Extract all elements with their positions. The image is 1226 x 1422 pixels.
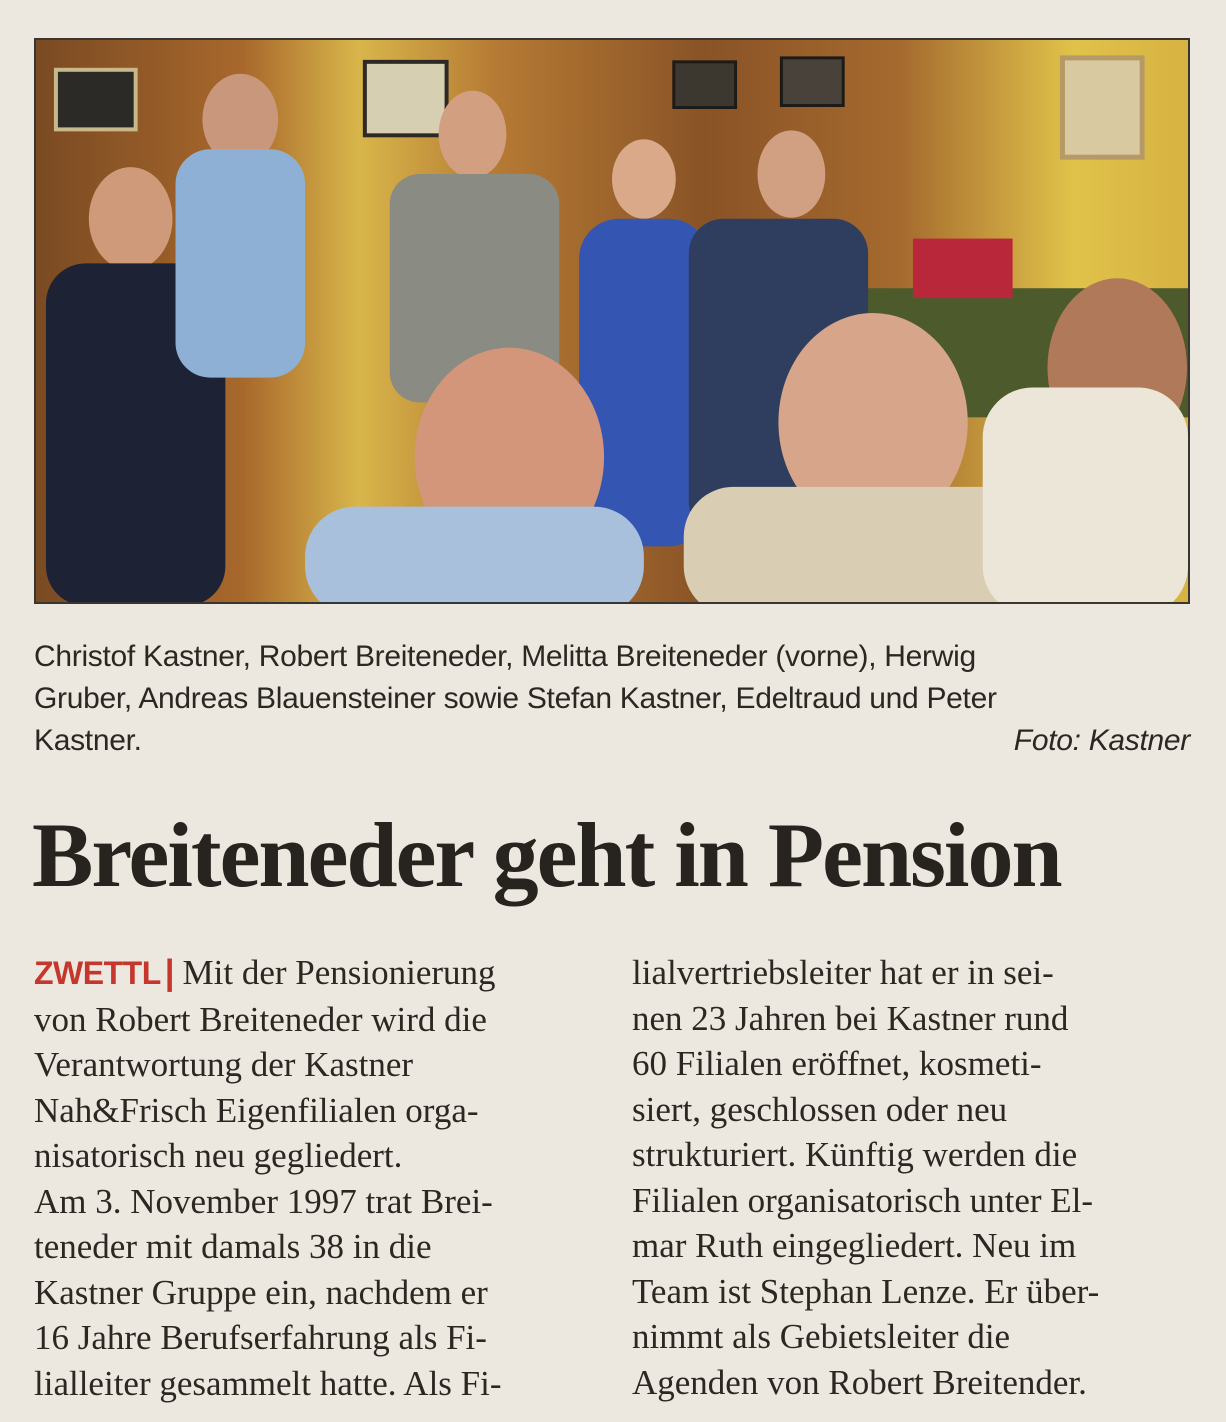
body-text: Mit der Pensionierung: [182, 953, 496, 992]
body-line: mar Ruth eingegliedert. Neu im: [632, 1226, 1077, 1265]
article-photo: [34, 38, 1190, 604]
first-line: [34, 950, 594, 997]
body-line: Kastner Gruppe ein, nachdem er: [34, 1272, 488, 1312]
body-line: Team ist Stephan Lenze. Er über-: [632, 1271, 1100, 1311]
article-column-left: [34, 950, 594, 1406]
body-line: teneder mit damals 38 in die: [34, 1227, 432, 1266]
body-line: lialleiter gesammelt hatte. Als Fi-: [34, 1363, 502, 1403]
article-headline: Breiteneder geht in Pension: [32, 804, 1061, 906]
body-line: Am 3. November 1997 trat Brei-: [34, 1181, 493, 1221]
body-line: Verantwortung der Kastner: [34, 1045, 414, 1084]
body-line: lialvertriebsleiter hat er in sei-: [632, 953, 1054, 992]
body-line: 60 Filialen eröffnet, kosmeti-: [632, 1044, 1042, 1083]
photo-caption: [34, 636, 1190, 762]
article-column-right: [632, 950, 1188, 1405]
body-line: von Robert Breiteneder wird die: [34, 999, 487, 1039]
caption-line: Christof Kastner, Robert Breiteneder, Melitta Breiteneder (vorne), Herwig: [34, 640, 976, 673]
body-line: Nah&Frisch Eigenfilialen orga-: [34, 1090, 479, 1130]
group-photo-icon: [36, 40, 1188, 602]
body-line: strukturiert. Künftig werden die: [632, 1135, 1078, 1174]
caption-line: Kastner.: [34, 724, 142, 757]
body-line: 16 Jahre Berufserfahrung als Fi-: [34, 1318, 487, 1357]
dateline: ZWETTL: [34, 955, 161, 991]
body-line: Agenden von Robert Breitender.: [632, 1362, 1087, 1402]
photo-credit: Foto: Kastner: [1013, 724, 1190, 757]
dateline-separator: |: [164, 953, 175, 992]
caption-line: Gruber, Andreas Blauensteiner sowie Stefan Kastner, Edeltraud und Peter: [34, 682, 997, 715]
body-line: nen 23 Jahren bei Kastner rund: [632, 998, 1069, 1038]
body-line: nimmt als Gebietsleiter die: [632, 1317, 1011, 1356]
body-line: siert, geschlossen oder neu: [632, 1089, 1008, 1129]
body-line: Filialen organisatorisch unter El-: [632, 1180, 1094, 1220]
body-line: nisatorisch neu gegliedert.: [34, 1136, 403, 1175]
